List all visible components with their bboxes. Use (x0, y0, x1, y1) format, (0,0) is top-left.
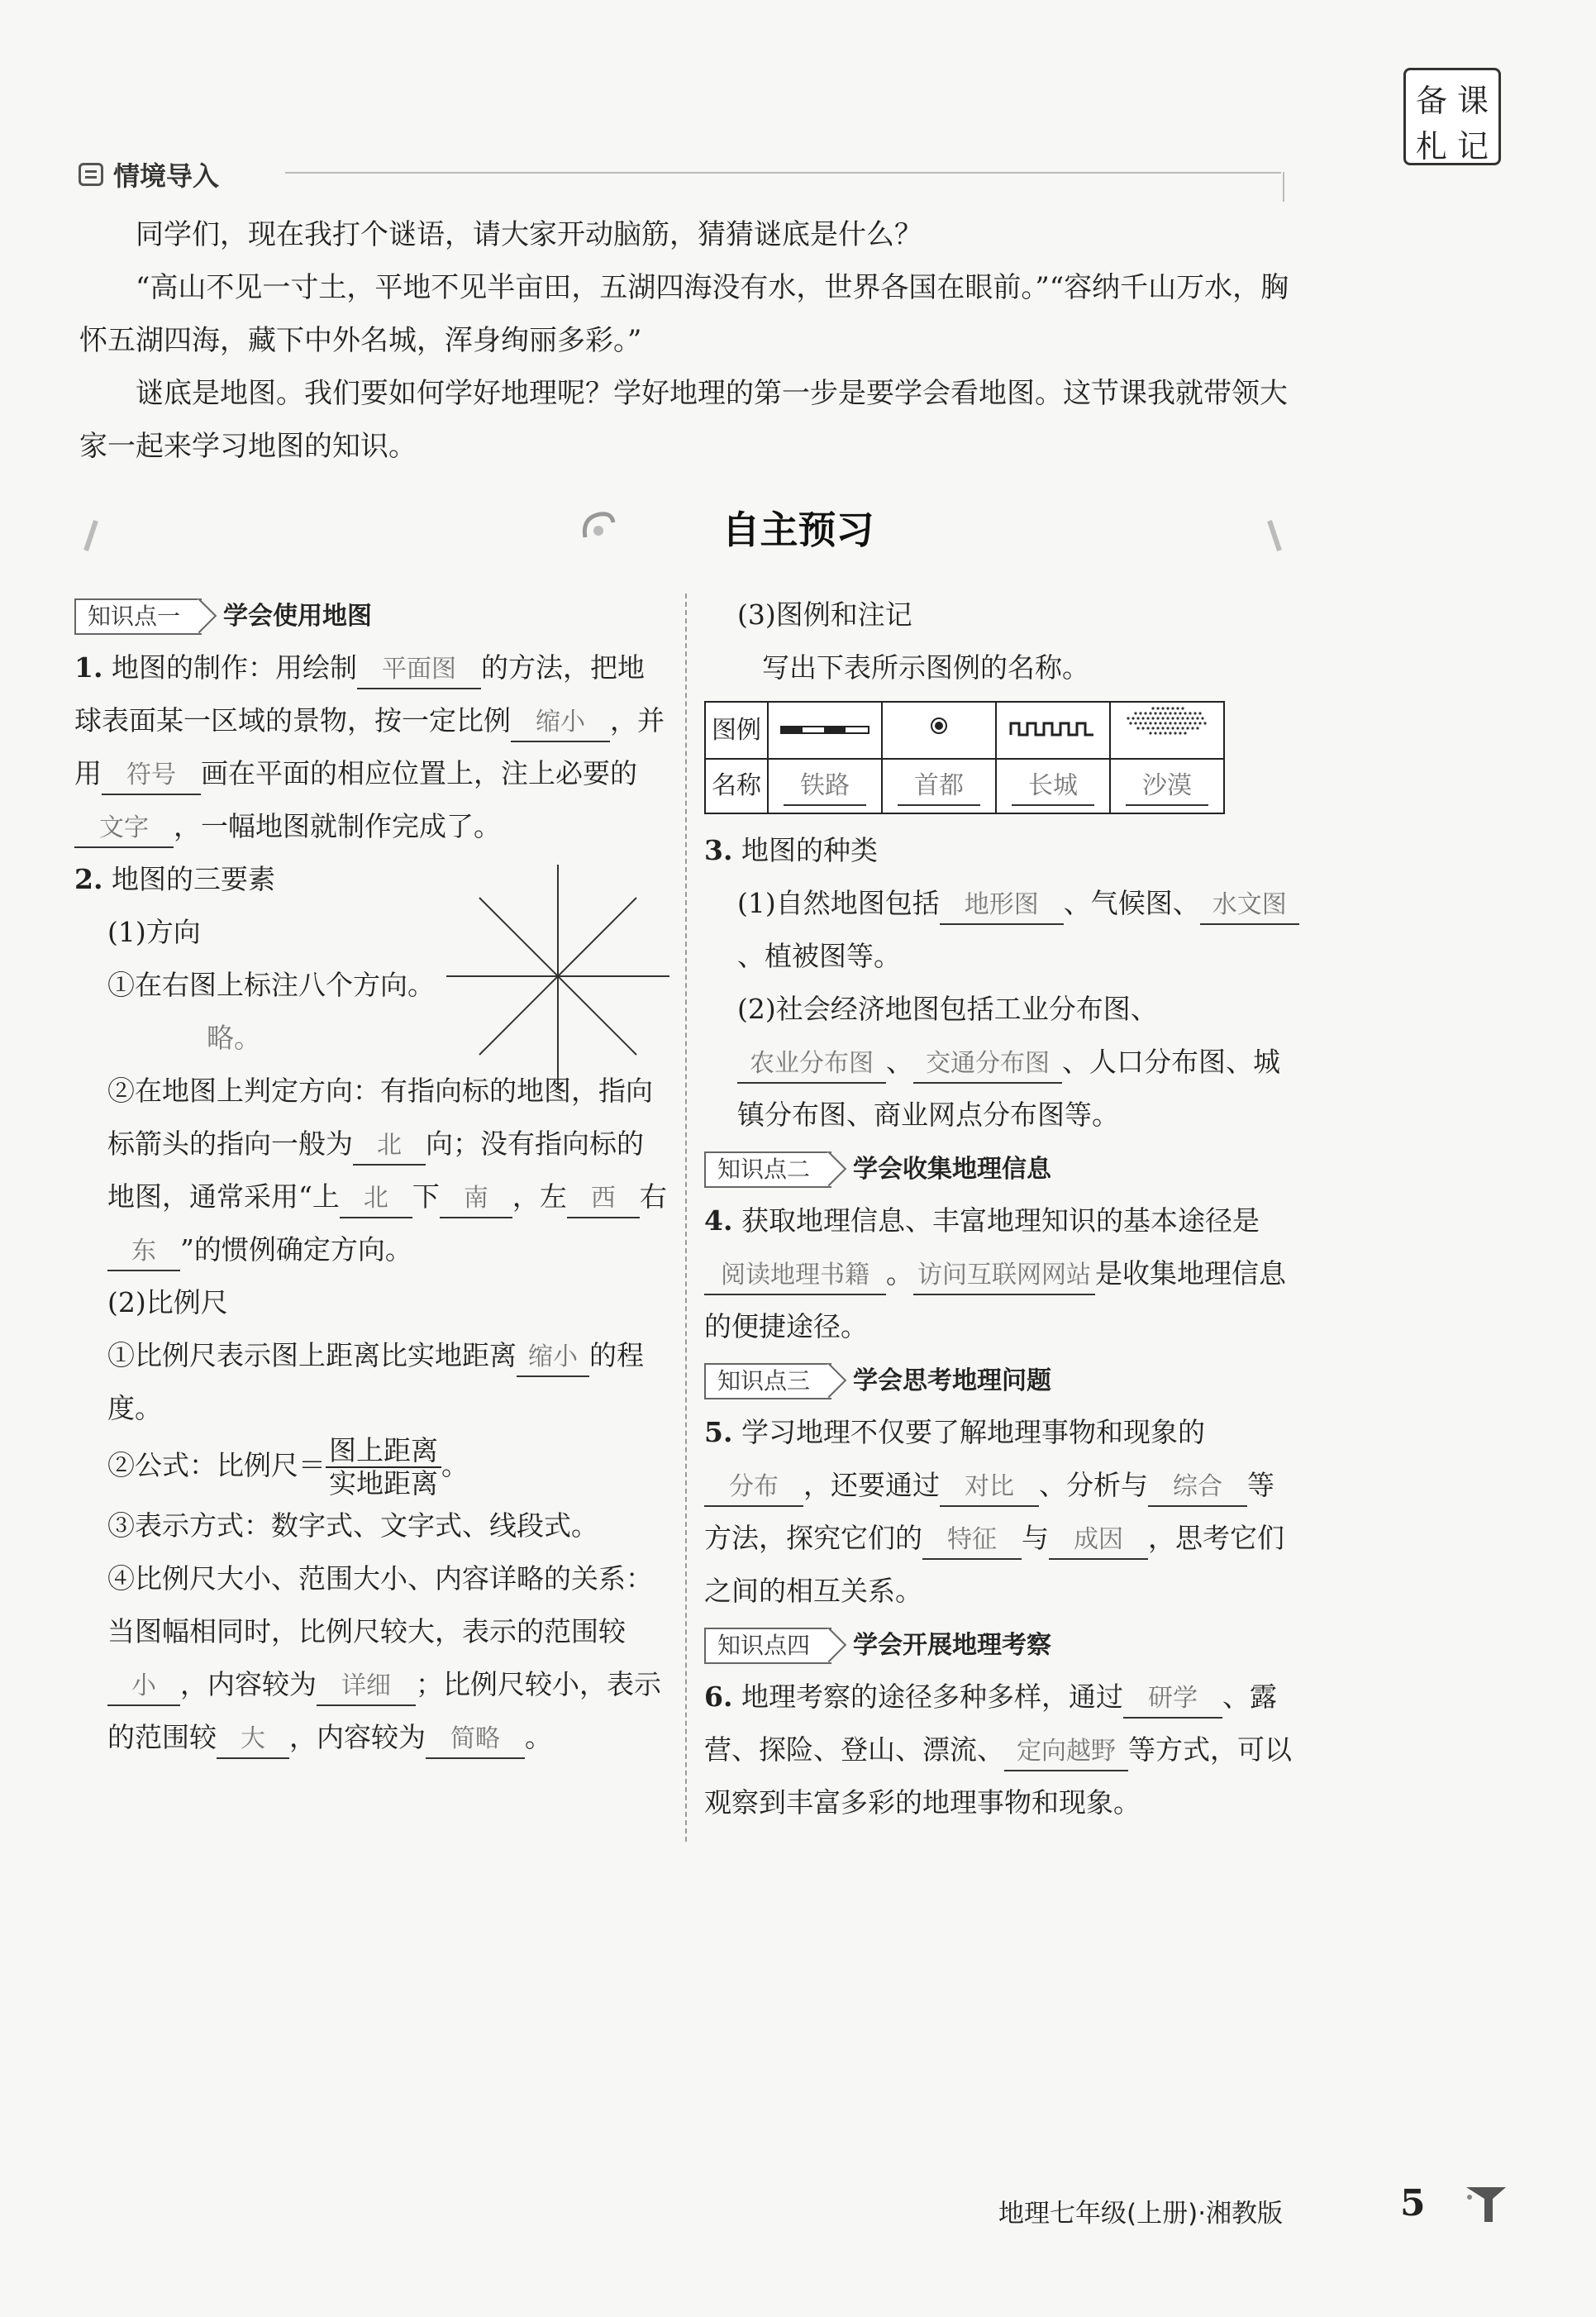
question-number: 3. (704, 834, 733, 866)
numerator: 图上距离 (326, 1435, 441, 1468)
answer-blank: 访问互联网网站 (913, 1257, 1095, 1295)
text: 与 (1022, 1522, 1049, 1554)
text: (2)社会经济地图包括工业分布图、 (737, 993, 1158, 1025)
text: ，左 (512, 1180, 567, 1213)
text: 获取地理信息、丰富地理知识的基本途径是 (741, 1204, 1260, 1237)
answer-blank: 对比 (940, 1469, 1039, 1507)
kp-title: 学会使用地图 (223, 602, 373, 631)
question-1 (74, 641, 669, 853)
chat-icon (79, 163, 103, 186)
table-cell (1110, 759, 1224, 813)
text: ；比例尺较小，表示的范围较 (107, 1668, 661, 1753)
intro-heading-text: 情境导入 (113, 160, 220, 192)
answer-blank: 地形图 (940, 887, 1064, 925)
text: 地图的三要素 (111, 863, 275, 895)
table-cell (768, 759, 882, 813)
answer-blank: 特征 (922, 1522, 1022, 1560)
kp-tag: 知识点二 (704, 1151, 831, 1188)
text: 等方式，可以观察到丰富多彩的地理事物和现象。 (704, 1733, 1292, 1819)
text: ②在地图上判定方向：有指向标的地图，指向标箭头的指向一般为 (107, 1075, 653, 1160)
text: 学习地理不仅要了解地理事物和现象的 (741, 1416, 1205, 1448)
subheading: (1)方向 (107, 916, 201, 948)
question-number: 6. (704, 1681, 733, 1713)
text: ③表示方式：数字式、文字式、线段式。 (107, 1509, 598, 1542)
kp-tag: 知识点三 (704, 1363, 831, 1399)
answer: 略。 (207, 1022, 261, 1054)
denominator: 实地距离 (329, 1467, 438, 1499)
intro-rule-end (1279, 172, 1284, 202)
left-column (74, 589, 669, 1764)
text: 下 (412, 1180, 440, 1213)
answer-blank: 小 (107, 1668, 180, 1706)
answer-blank: 详细 (317, 1668, 416, 1706)
text: 右 (639, 1180, 667, 1213)
intro-paragraph: “高山不见一寸土，平地不见半亩田，五湖四海没有水，世界各国在眼前。”“容纳千山万水，胸怀五湖四海，藏下中外名城，浑身绚丽多彩。” (79, 271, 1289, 357)
answer-blank: 综合 (1148, 1469, 1247, 1507)
question-number: 1. (74, 651, 103, 684)
table-cell (882, 759, 996, 813)
question-number: 4. (704, 1204, 733, 1237)
answer-blank: 水文图 (1200, 887, 1299, 925)
text: 画在平面的相应位置上，注上必要的 (201, 757, 637, 789)
right-column (704, 589, 1299, 1829)
answer-blank: 北 (340, 1180, 412, 1218)
text: 的方法，把地球表面某一区域的景物，按一定比例 (74, 651, 645, 737)
answer-blank: 定向越野 (1004, 1733, 1128, 1771)
answer-blank: 东 (107, 1233, 180, 1271)
text: 写出下表所示图例的名称。 (762, 651, 1089, 684)
answer-blank: 研学 (1123, 1681, 1222, 1719)
answer-blank: 符号 (102, 757, 201, 795)
great-wall-symbol-icon (996, 702, 1110, 759)
text: ，还要通过 (803, 1469, 940, 1501)
knowledge-point-3 (704, 1360, 1299, 1403)
text: (1)自然地图包括 (737, 887, 940, 919)
text: 。 (525, 1721, 552, 1753)
text: ①比例尺表示图上距离比实地距离 (107, 1339, 517, 1371)
intro-paragraph: 同学们，现在我打个谜语，请大家开动脑筋，猜猜谜底是什么？ (136, 218, 922, 251)
scale-formula-fraction (326, 1435, 441, 1499)
knowledge-point-1 (74, 595, 669, 638)
text: ，思考它们之间的相互关系。 (704, 1522, 1284, 1607)
label-char: 记 (1456, 128, 1489, 164)
intro-paragraph: 谜底是地图。我们要如何学好地理呢？学好地理的第一步是要学会看地图。这节课我就带领大家一起来学习地图的知识。 (79, 377, 1288, 463)
text: 、分析与 (1039, 1469, 1148, 1501)
answer-blank: 阅读地理书籍 (704, 1257, 886, 1295)
kp-tag: 知识点四 (704, 1628, 831, 1664)
kp-title: 学会收集地理信息 (853, 1155, 1052, 1184)
kp-tag: 知识点一 (74, 598, 202, 635)
question-number: 5. (704, 1416, 733, 1448)
question-2 (74, 853, 669, 1764)
label-char: 备 (1415, 83, 1447, 119)
text: 、露营、探险、登山、漂流、 (704, 1681, 1277, 1766)
answer-blank: 北 (353, 1128, 426, 1166)
text: 地理考察的途径多种多样，通过 (741, 1681, 1123, 1713)
intro-heading (79, 155, 219, 193)
page-number: 5 (1400, 2182, 1426, 2224)
subheading: (3)图例和注记 (737, 598, 912, 631)
lesson-notes-label (1403, 68, 1501, 165)
question-3 (704, 824, 1299, 1142)
text: ，内容较为 (289, 1721, 426, 1753)
answer-blank: 长城 (1012, 768, 1094, 806)
text: 、 (886, 1046, 913, 1078)
answer-blank: 铁路 (784, 768, 866, 806)
question-number: 2. (74, 863, 103, 895)
knowledge-point-4 (704, 1624, 1299, 1667)
answer-blank: 南 (440, 1180, 512, 1218)
text: 地图的制作：用绘制 (111, 651, 357, 684)
text: ②公式：比例尺＝ (107, 1449, 326, 1481)
column-divider (685, 594, 687, 1842)
corner-decoration-icon (1461, 2182, 1511, 2225)
label-char: 课 (1456, 83, 1489, 119)
text: 是收集地理信息的便捷途径。 (704, 1257, 1286, 1342)
text: 等方法，探究它们的 (704, 1469, 1274, 1554)
answer-blank: 缩小 (511, 704, 610, 742)
footer-book-title: 地理七年级(上册)·湘教版 (998, 2199, 1284, 2229)
kp-title: 学会思考地理问题 (853, 1366, 1052, 1395)
question-6 (704, 1671, 1299, 1829)
text: ，一幅地图就制作完成了。 (174, 810, 501, 842)
text: 、植被图等。 (737, 940, 901, 972)
section-title: 自主预习 (722, 508, 874, 552)
railway-symbol-icon (768, 702, 882, 759)
answer-blank: 成因 (1049, 1522, 1148, 1560)
text: 、气候图、 (1063, 887, 1200, 919)
kp-title: 学会开展地理考察 (853, 1631, 1052, 1660)
desert-symbol-icon (1110, 702, 1224, 759)
text: ，并用 (74, 704, 665, 789)
text: 向；没有指向标的地图，通常采用“上 (107, 1128, 644, 1213)
text: 地图的种类 (741, 834, 878, 866)
answer-blank: 缩小 (517, 1339, 589, 1377)
label-char: 札 (1415, 128, 1447, 164)
answer-blank: 沙漠 (1126, 768, 1208, 806)
capital-symbol-icon (882, 702, 996, 759)
answer-blank: 交通分布图 (913, 1046, 1062, 1084)
answer-blank: 大 (217, 1721, 289, 1759)
table-row (705, 702, 1224, 759)
answer-blank: 文字 (74, 810, 174, 848)
text: ，内容较为 (180, 1668, 317, 1700)
intro-body (79, 208, 1294, 473)
text: ④比例尺大小、范围大小、内容详略的关系：当图幅相同时，比例尺较大，表示的范围较 (107, 1562, 653, 1647)
answer-blank: 平面图 (357, 651, 481, 689)
answer-blank: 首都 (898, 768, 980, 806)
text: 。 (441, 1449, 469, 1481)
table-cell (996, 759, 1110, 813)
answer-blank: 分布 (704, 1469, 803, 1507)
question-4 (704, 1194, 1299, 1353)
legend-table (704, 701, 1225, 814)
text: 。 (886, 1257, 913, 1290)
text: 的程度。 (107, 1339, 644, 1424)
answer-blank: 简略 (426, 1721, 525, 1759)
table-header: 图例 (705, 702, 768, 759)
knowledge-point-2 (704, 1148, 1299, 1191)
intro-rule (285, 172, 1281, 174)
question-5 (704, 1406, 1299, 1618)
text: ”的惯例确定方向。 (180, 1233, 412, 1266)
text: ①在右图上标注八个方向。 (107, 969, 435, 1001)
answer-blank: 西 (567, 1180, 640, 1218)
text: 、人口分布图、城镇分布图、商业网点分布图等。 (737, 1046, 1280, 1131)
table-row (705, 759, 1224, 813)
subheading: (2)比例尺 (107, 1286, 228, 1318)
table-header: 名称 (705, 759, 768, 813)
answer-blank: 农业分布图 (737, 1046, 886, 1084)
